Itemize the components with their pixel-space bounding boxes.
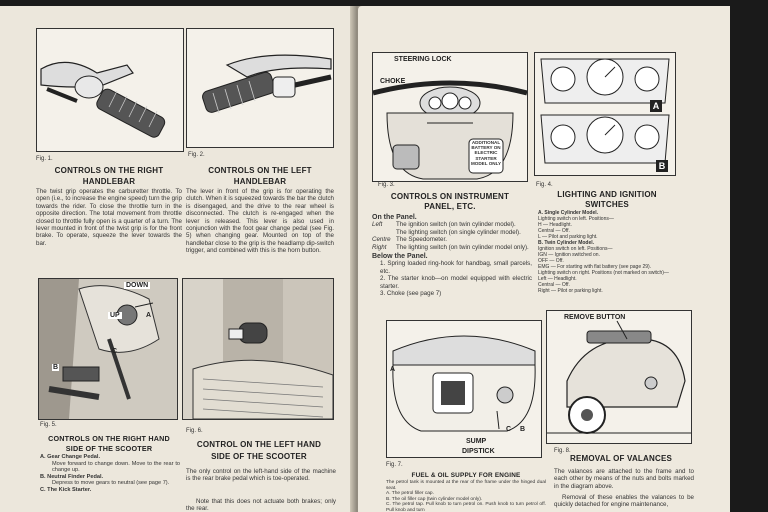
item-b-title: Neutral Finder Pedal. <box>47 473 104 480</box>
below-panel-heading: Below the Panel. <box>372 253 428 261</box>
fuel-text-block <box>386 480 546 512</box>
figure-instrument-panel <box>372 52 528 182</box>
label-fuel-c: C <box>506 426 512 433</box>
left-handlebar-text: The lever in front of the grip is for operating the clutch. When it is squeezed towards the bar the clutch is disengaged, and the drive to the rear wheel is disconnected. The clutch is re-engaged when the lever is released. This lever is also used in conjunction with the foot gear change pedal (see Fig. 5) when changing gear. Mounted on top of the handlebar close to the grip is the headlamp dip-switch trigger, and combined with this is the horn button. <box>186 188 334 255</box>
label-dipstick: DIPSTICK <box>462 448 495 455</box>
twin-line-2: IGN — Ignition switched on. <box>538 252 600 258</box>
heading-right-scooter-1: CONTROLS ON THE RIGHT HAND <box>48 434 170 443</box>
figure-right-handlebar <box>36 28 184 152</box>
figure-7-caption: Fig. 7. <box>386 462 403 468</box>
left-text-2: The lighting switch (on single cylinder model). <box>396 228 521 236</box>
item-a-sub: Move forward to change down. Move to the rear to change up. <box>52 460 180 474</box>
twin-lighting-line-3: Right — Pilot or parking light. <box>538 288 603 294</box>
heading-right-scooter-2: SIDE OF THE SCOOTER <box>65 444 153 453</box>
figure-switches <box>534 52 676 176</box>
label-c: C <box>112 348 118 355</box>
heading-left-scooter-1: CONTROL ON THE LEFT HAND <box>196 440 322 449</box>
badge-b: B <box>656 160 668 172</box>
figure-1-caption: Fig. 1. <box>36 156 53 162</box>
heading-lighting-2: SWITCHES <box>585 200 629 209</box>
twin-lighting-line-1: Left — Headlight. <box>538 276 577 282</box>
label-b: B <box>53 364 59 371</box>
single-line-3: Central — Off. <box>538 228 570 234</box>
item-a-title: Gear Change Pedal. <box>47 454 101 460</box>
fuel-text: The petrol tank is mounted at the rear of the frame under the hinged dual seat. <box>386 480 546 491</box>
twin-model-heading: B. Twin Cylinder Model. <box>538 240 595 246</box>
centre-label: Centre <box>372 236 391 244</box>
list-item-gear-change <box>40 454 180 461</box>
right-scooter-list <box>40 454 180 494</box>
valances-text: The valances are attached to the frame and to each other by means of the nuts and bolts marked in the diagram above. <box>554 468 694 490</box>
item-b-sub: Depress to move gears to neutral (see page 7). <box>52 480 170 487</box>
heading-left-handlebar-1: CONTROLS ON THE LEFT <box>208 166 312 175</box>
figure-8-caption: Fig. 8. <box>554 448 571 454</box>
row-left <box>372 221 532 228</box>
label-remove-button: REMOVE BUTTON <box>564 314 626 321</box>
right-label: Right <box>372 243 387 251</box>
heading-fuel: FUEL & OIL SUPPLY FOR ENGINE <box>411 472 521 479</box>
switch-panels-illustration <box>535 53 675 175</box>
valances-text-2: Removal of these enables the valances to be quickly detached for engine maintenance, <box>554 494 694 509</box>
label-down: DOWN <box>126 282 149 289</box>
valances-illustration <box>547 311 691 443</box>
instrument-text <box>372 214 532 297</box>
row-centre <box>372 236 532 243</box>
left-scooter-text: The only control on the left-hand side of the machine is the rear brake pedal which is toe-operated. <box>186 468 336 483</box>
instrument-panel-illustration <box>373 53 527 181</box>
fuel-tank-illustration <box>387 321 541 457</box>
left-text-1: The ignition switch (on twin cylinder model). <box>396 221 516 229</box>
right-handlebar-illustration <box>37 29 183 151</box>
list-item-kick-starter <box>40 487 180 494</box>
label-additional-battery: ADDITIONAL BATTERY ON ELECTRIC STARTER MODEL ONLY <box>470 140 502 166</box>
single-model-heading: A. Single Cylinder Model. <box>538 210 599 216</box>
figure-2-caption: Fig. 2. <box>188 152 205 158</box>
label-fuel-a: A <box>390 366 396 373</box>
below-item-3: 3. Choke (see page 7) <box>380 290 442 298</box>
figure-5-caption: Fig. 5. <box>40 422 57 428</box>
single-line-4: L — Pilot and parking light. <box>538 234 598 240</box>
heading-right-handlebar-2: HANDLEBAR <box>82 177 136 186</box>
label-a: A <box>146 312 152 319</box>
twin-line-4: EMG — For starting with flat battery (see page 29). <box>538 264 652 270</box>
single-line-1: Lighting switch on left. Positions— <box>538 216 614 222</box>
twin-lighting-line-2: Central — Off. <box>538 282 570 288</box>
on-panel-heading: On the Panel. <box>372 214 417 221</box>
heading-left-handlebar-2: HANDLEBAR <box>233 177 287 186</box>
twin-line-3: OFF — Off. <box>538 258 564 264</box>
fuel-item-c: C. The petrol tap. Pull knob to turn petrol on. Push knob to turn petrol off. Pull knob and turn <box>386 502 546 512</box>
label-sump: SUMP <box>466 438 487 445</box>
label-fuel-b: B <box>520 426 526 433</box>
heading-instrument-2: PANEL, ETC. <box>424 202 476 211</box>
centre-text: The Speedometer. <box>396 236 447 244</box>
figure-right-side-scooter <box>38 278 178 420</box>
figure-left-side-scooter <box>182 278 334 420</box>
figure-valances <box>546 310 692 444</box>
below-item-2: 2. The starter knob—on model equipped with electric starter. <box>380 275 532 290</box>
twin-lighting-heading: Lighting switch on right. Positions (not marked on switch)— <box>538 270 669 276</box>
right-handlebar-text: The twist grip operates the carburetter throttle. To open (i.e., to increase the engine speed) turn the grip towards the rider. To close the throttle turn in the opposite direction. The total movement from throttle closed to throttle fully open is a quarter of a turn. The lever mounted in front of the twist grip is for the front brake. To operate, squeeze the lever towards the bar. <box>36 188 182 247</box>
right-text: The lighting switch (on twin cylinder model only). <box>396 243 529 251</box>
label-steering-lock: STEERING LOCK <box>394 56 452 63</box>
fuel-item-b: B. The oil filler cap (twin cylinder model only). <box>386 496 483 502</box>
left-label: Left <box>372 221 383 229</box>
heading-right-handlebar-1: CONTROLS ON THE RIGHT <box>54 166 164 175</box>
badge-a: A <box>650 100 662 112</box>
row-right <box>372 244 532 251</box>
heading-left-scooter-2: SIDE OF THE SCOOTER <box>211 452 307 461</box>
lighting-text <box>538 210 678 294</box>
twin-line-1: Ignition switch on left. Positions— <box>538 246 613 252</box>
left-side-scooter-illustration <box>183 279 333 419</box>
left-handlebar-illustration <box>187 29 333 147</box>
heading-instrument-1: CONTROLS ON INSTRUMENT <box>390 192 510 201</box>
left-scooter-text-2: Note that this does not actuate both brakes; only the rear. <box>186 498 336 512</box>
list-item-neutral-finder <box>40 474 180 481</box>
label-choke: CHOKE <box>380 78 406 85</box>
figure-3-caption: Fig. 3. <box>378 182 395 188</box>
heading-valances: REMOVAL OF VALANCES <box>569 454 673 463</box>
below-item-1: 1. Spring loaded ring-hook for handbag, small parcels, etc. <box>380 260 532 275</box>
row-left-2 <box>372 229 532 236</box>
figure-6-caption: Fig. 6. <box>186 428 203 434</box>
item-a-letter: A. <box>40 454 46 460</box>
label-up: UP <box>110 312 120 319</box>
right-side-scooter-illustration <box>39 279 177 419</box>
figure-left-handlebar <box>186 28 334 148</box>
left-page <box>0 6 356 512</box>
item-c-letter: C. <box>40 486 46 493</box>
item-c-title: The Kick Starter. <box>47 486 92 493</box>
right-page <box>358 6 730 512</box>
figure-4-caption: Fig. 4. <box>536 182 553 188</box>
figure-fuel-tank <box>386 320 542 458</box>
fuel-item-a: A. The petrol filler cap. <box>386 491 434 497</box>
item-b-letter: B. <box>40 473 46 480</box>
heading-lighting-1: LIGHTING AND IGNITION <box>557 190 657 199</box>
single-line-2: H — Headlight. <box>538 222 572 228</box>
